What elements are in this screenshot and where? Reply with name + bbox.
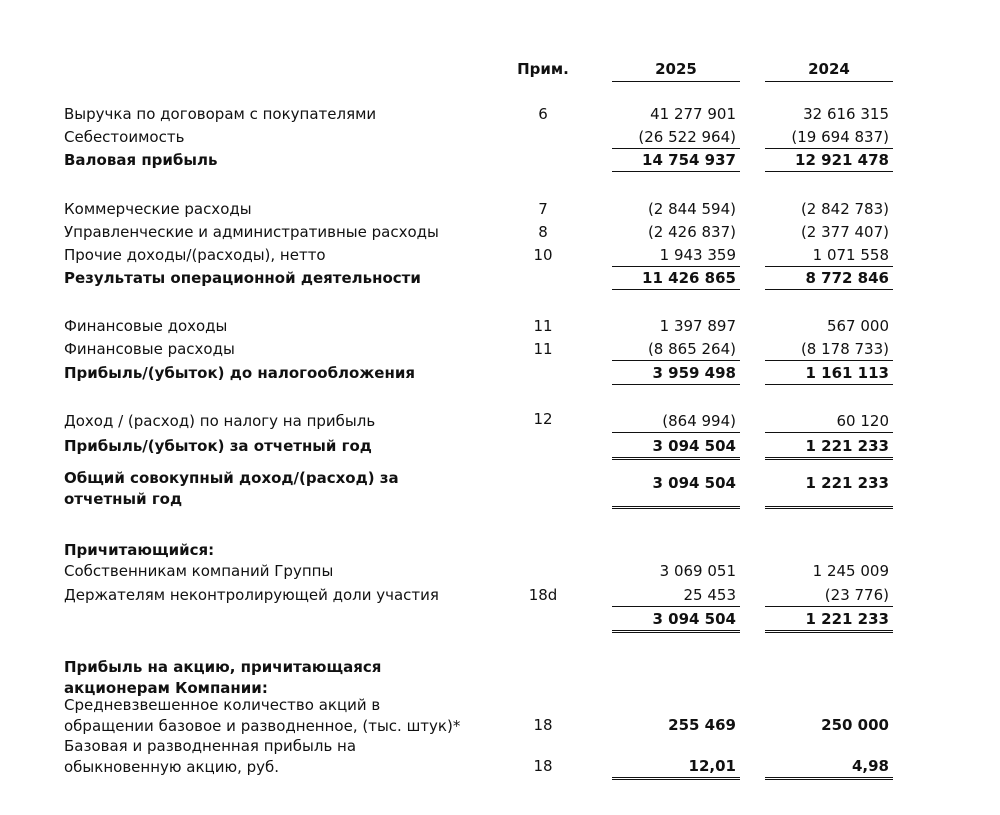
value-2025: 3 094 504 — [612, 609, 740, 633]
value-2025: 41 277 901 — [650, 105, 736, 123]
row-label: Причитающийся: — [64, 541, 215, 559]
value-2025: (8 865 264) — [612, 339, 740, 361]
row-label: Прочие доходы/(расходы), нетто — [64, 246, 326, 264]
value-2025: 1 397 897 — [659, 317, 736, 335]
value-2025: 25 453 — [612, 585, 740, 607]
value-2024: 250 000 — [821, 716, 889, 734]
row-label: Финансовые доходы — [64, 317, 228, 335]
value-2025: 1 943 359 — [612, 245, 740, 267]
row-label: Базовая и разводненная прибыль на обыкновенную акцию, руб. — [64, 737, 357, 776]
value-2025: 3 959 498 — [612, 363, 740, 385]
row-label: Собственникам компаний Группы — [64, 562, 334, 580]
value-2024: 1 221 233 — [805, 474, 889, 492]
row-note: 12 — [533, 410, 553, 428]
value-2025: 255 469 — [668, 716, 736, 734]
value-2024: 60 120 — [765, 411, 893, 433]
row-label: Управленческие и административные расходы — [64, 223, 439, 241]
row-label: Общий совокупный доход/(расход) за отчетный год — [64, 469, 399, 508]
row-label: Себестоимость — [64, 128, 185, 146]
value-2024: (8 178 733) — [765, 339, 893, 361]
value-2024: 12 921 478 — [765, 150, 893, 172]
row-label: Финансовые расходы — [64, 340, 235, 358]
row-note: 7 — [538, 200, 548, 218]
row-note: 18d — [528, 586, 558, 604]
row-note: 11 — [533, 340, 553, 358]
row-note: 18 — [533, 716, 553, 734]
row-label: Прибыль/(убыток) до налогообложения — [64, 364, 415, 382]
value-2024: 1 071 558 — [765, 245, 893, 267]
row-label: Результаты операционной деятельности — [64, 269, 421, 287]
row-label: Прибыль на акцию, причитающаяся акционерам Компании: — [64, 658, 382, 697]
row-label: Средневзвешенное количество акций в обращении базовое и разводненное, (тыс. штук)* — [64, 696, 461, 735]
value-2024: (2 377 407) — [800, 223, 889, 241]
value-2025: 3 069 051 — [659, 562, 736, 580]
note-column-header: Прим. — [517, 60, 569, 78]
value-2025: 11 426 865 — [612, 268, 740, 290]
year-2025-header: 2025 — [612, 60, 740, 82]
value-2024: 8 772 846 — [765, 268, 893, 290]
value-2025: 14 754 937 — [612, 150, 740, 172]
year-2024-header: 2024 — [765, 60, 893, 82]
value-2024: 1 221 233 — [765, 609, 893, 633]
value-2024: 1 245 009 — [812, 562, 889, 580]
row-label: Доход / (расход) по налогу на прибыль — [64, 412, 376, 430]
value-2024: 32 616 315 — [803, 105, 889, 123]
value-2024: 4,98 — [765, 756, 893, 780]
row-note: 10 — [533, 246, 553, 264]
value-2024: 1 161 113 — [765, 363, 893, 385]
value-2025: 3 094 504 — [612, 436, 740, 460]
value-2024: 1 221 233 — [765, 436, 893, 460]
double-rule — [612, 506, 740, 509]
row-label: Валовая прибыль — [64, 151, 218, 169]
row-note: 8 — [538, 223, 548, 241]
value-2025: (2 426 837) — [647, 223, 736, 241]
value-2025: (864 994) — [612, 411, 740, 433]
value-2025: 3 094 504 — [652, 474, 736, 492]
row-note: 11 — [533, 317, 553, 335]
row-note: 6 — [538, 105, 548, 123]
value-2025: 12,01 — [612, 756, 740, 780]
row-label: Прибыль/(убыток) за отчетный год — [64, 437, 372, 455]
row-label: Выручка по договорам с покупателями — [64, 105, 377, 123]
value-2025: (2 844 594) — [647, 200, 736, 218]
value-2024: 567 000 — [826, 317, 889, 335]
value-2024: (2 842 783) — [800, 200, 889, 218]
row-label: Держателям неконтролирующей доли участия — [64, 586, 439, 604]
value-2025: (26 522 964) — [612, 127, 740, 149]
value-2024: (19 694 837) — [765, 127, 893, 149]
double-rule — [765, 506, 893, 509]
value-2024: (23 776) — [765, 585, 893, 607]
row-note: 18 — [533, 757, 553, 775]
row-label: Коммерческие расходы — [64, 200, 252, 218]
